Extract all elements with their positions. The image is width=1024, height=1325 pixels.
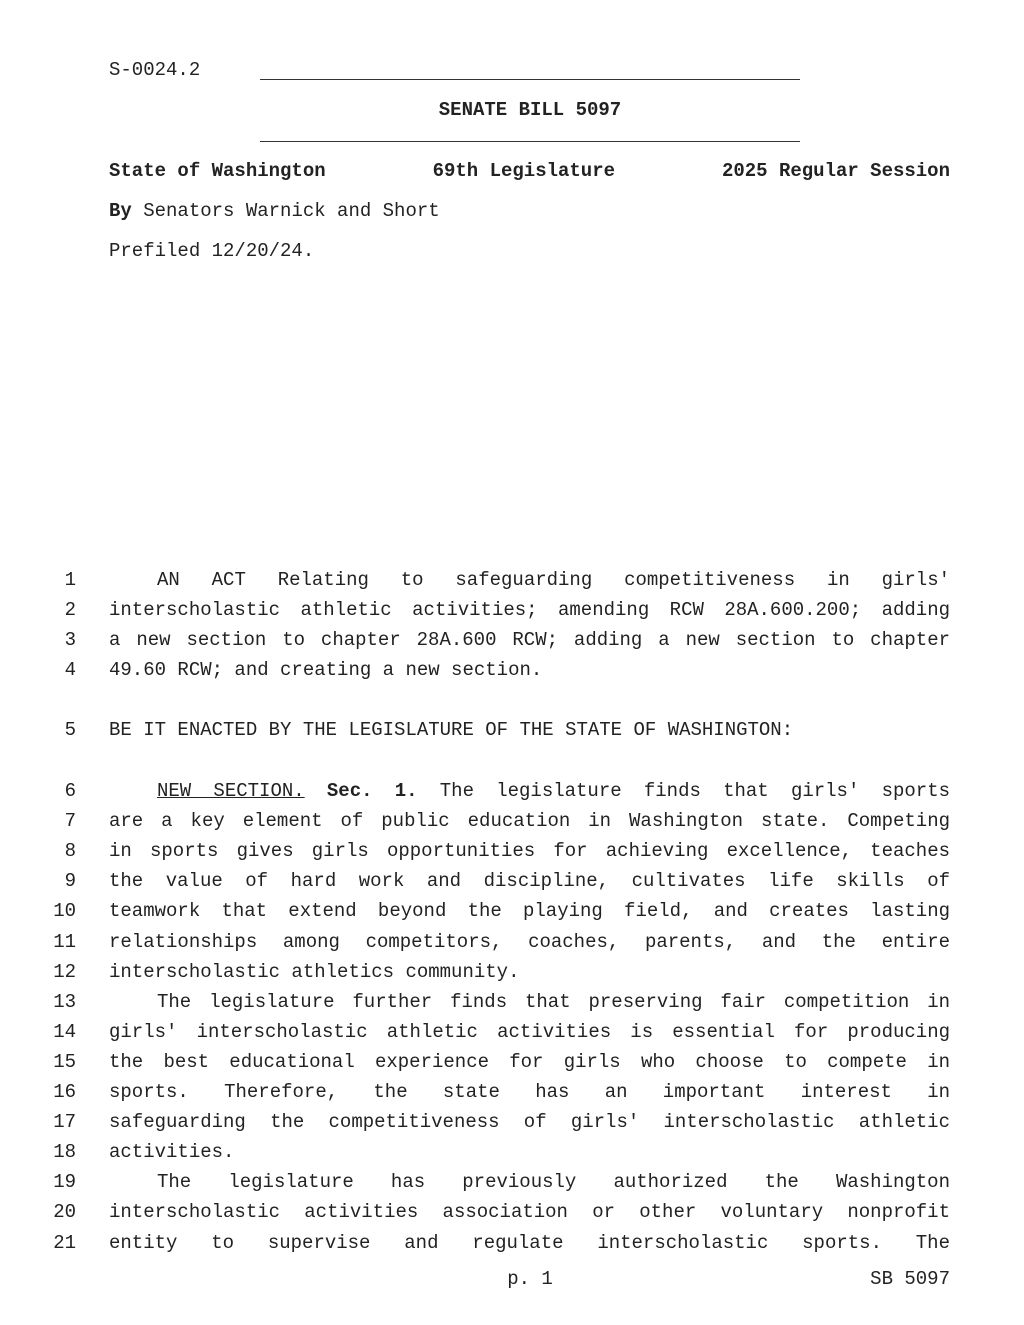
bill-text-line: are a key element of public education in Washington state. Competing <box>109 810 950 833</box>
bill-text-line: 49.60 RCW; and creating a new section. <box>109 659 543 681</box>
line-number: 8 <box>64 840 76 863</box>
legislature-number: 69th Legislature <box>432 160 616 182</box>
line-number: 4 <box>64 659 76 681</box>
bill-text-line: a new section to chapter 28A.600 RCW; adding a new section to chapter <box>109 629 950 651</box>
bill-text-line: in sports gives girls opportunities for achieving excellence, teaches <box>109 840 950 863</box>
bill-text-line: The legislature further finds that preserving fair competition in <box>157 990 950 1013</box>
sponsors-line <box>109 200 440 222</box>
new-section-label: NEW SECTION. <box>157 780 305 802</box>
bill-text-line: AN ACT Relating to safeguarding competitiveness in girls' <box>157 569 950 591</box>
line-number: 14 <box>53 1020 76 1043</box>
bill-text-line: sports. Therefore, the state has an important interest in <box>109 1081 950 1103</box>
bill-text-line: safeguarding the competitiveness of girls' interscholastic athletic <box>109 1111 950 1134</box>
line-number: 19 <box>53 1171 76 1194</box>
bill-title: SENATE BILL 5097 <box>438 99 622 121</box>
session-name: 2025 Regular Session <box>721 160 950 182</box>
line-number: 18 <box>53 1141 76 1164</box>
bill-text-line: activities. <box>109 1141 235 1164</box>
bill-text-line: interscholastic activities association or other voluntary nonprofit <box>109 1201 950 1224</box>
top-rule <box>260 79 800 80</box>
bill-text-line <box>109 780 950 802</box>
line-number: 6 <box>64 780 76 802</box>
line-number: 5 <box>64 719 76 741</box>
page-number: p. 1 <box>507 1268 553 1290</box>
line-text: The legislature finds that girls' sports <box>439 780 950 802</box>
state-name: State of Washington <box>109 160 326 182</box>
line-number: 21 <box>53 1231 76 1254</box>
line-number: 12 <box>53 960 76 983</box>
sponsors: Senators Warnick and Short <box>143 200 440 222</box>
line-number: 20 <box>53 1201 76 1224</box>
bill-text-line: teamwork that extend beyond the playing field, and creates lasting <box>109 900 950 923</box>
bill-text-line: entity to supervise and regulate interscholastic sports. The <box>109 1231 950 1254</box>
line-number: 15 <box>53 1050 76 1073</box>
bill-text-line: The legislature has previously authorized the Washington <box>157 1171 950 1194</box>
line-number: 7 <box>64 810 76 833</box>
line-number: 1 <box>64 569 76 591</box>
bill-text-line: girls' interscholastic athletic activities is essential for producing <box>109 1020 950 1043</box>
bill-text-line: relationships among competitors, coaches, parents, and the entire <box>109 930 950 953</box>
line-number: 3 <box>64 629 76 651</box>
bill-text-line: BE IT ENACTED BY THE LEGISLATURE OF THE STATE OF WASHINGTON: <box>109 719 794 741</box>
bill-text-line: the value of hard work and discipline, cultivates life skills of <box>109 870 950 893</box>
legislature-info-row <box>109 160 950 182</box>
line-number: 16 <box>53 1081 76 1103</box>
section-number: Sec. 1. <box>326 780 418 802</box>
line-number: 11 <box>53 930 76 953</box>
line-number: 2 <box>64 599 76 621</box>
bill-text-line: interscholastic athletics community. <box>109 960 520 983</box>
bill-reference: SB 5097 <box>870 1268 950 1290</box>
bill-text-line: the best educational experience for girls who choose to compete in <box>109 1050 950 1073</box>
document-id: S-0024.2 <box>109 59 201 81</box>
bill-text-line: interscholastic athletic activities; amending RCW 28A.600.200; adding <box>109 599 950 621</box>
prefiled-date: Prefiled 12/20/24. <box>109 240 315 262</box>
by-label: By <box>109 200 132 222</box>
line-number: 13 <box>53 990 76 1013</box>
line-number: 10 <box>53 900 76 923</box>
line-number: 9 <box>64 870 76 893</box>
bottom-rule <box>260 141 800 142</box>
line-number: 17 <box>53 1111 76 1134</box>
